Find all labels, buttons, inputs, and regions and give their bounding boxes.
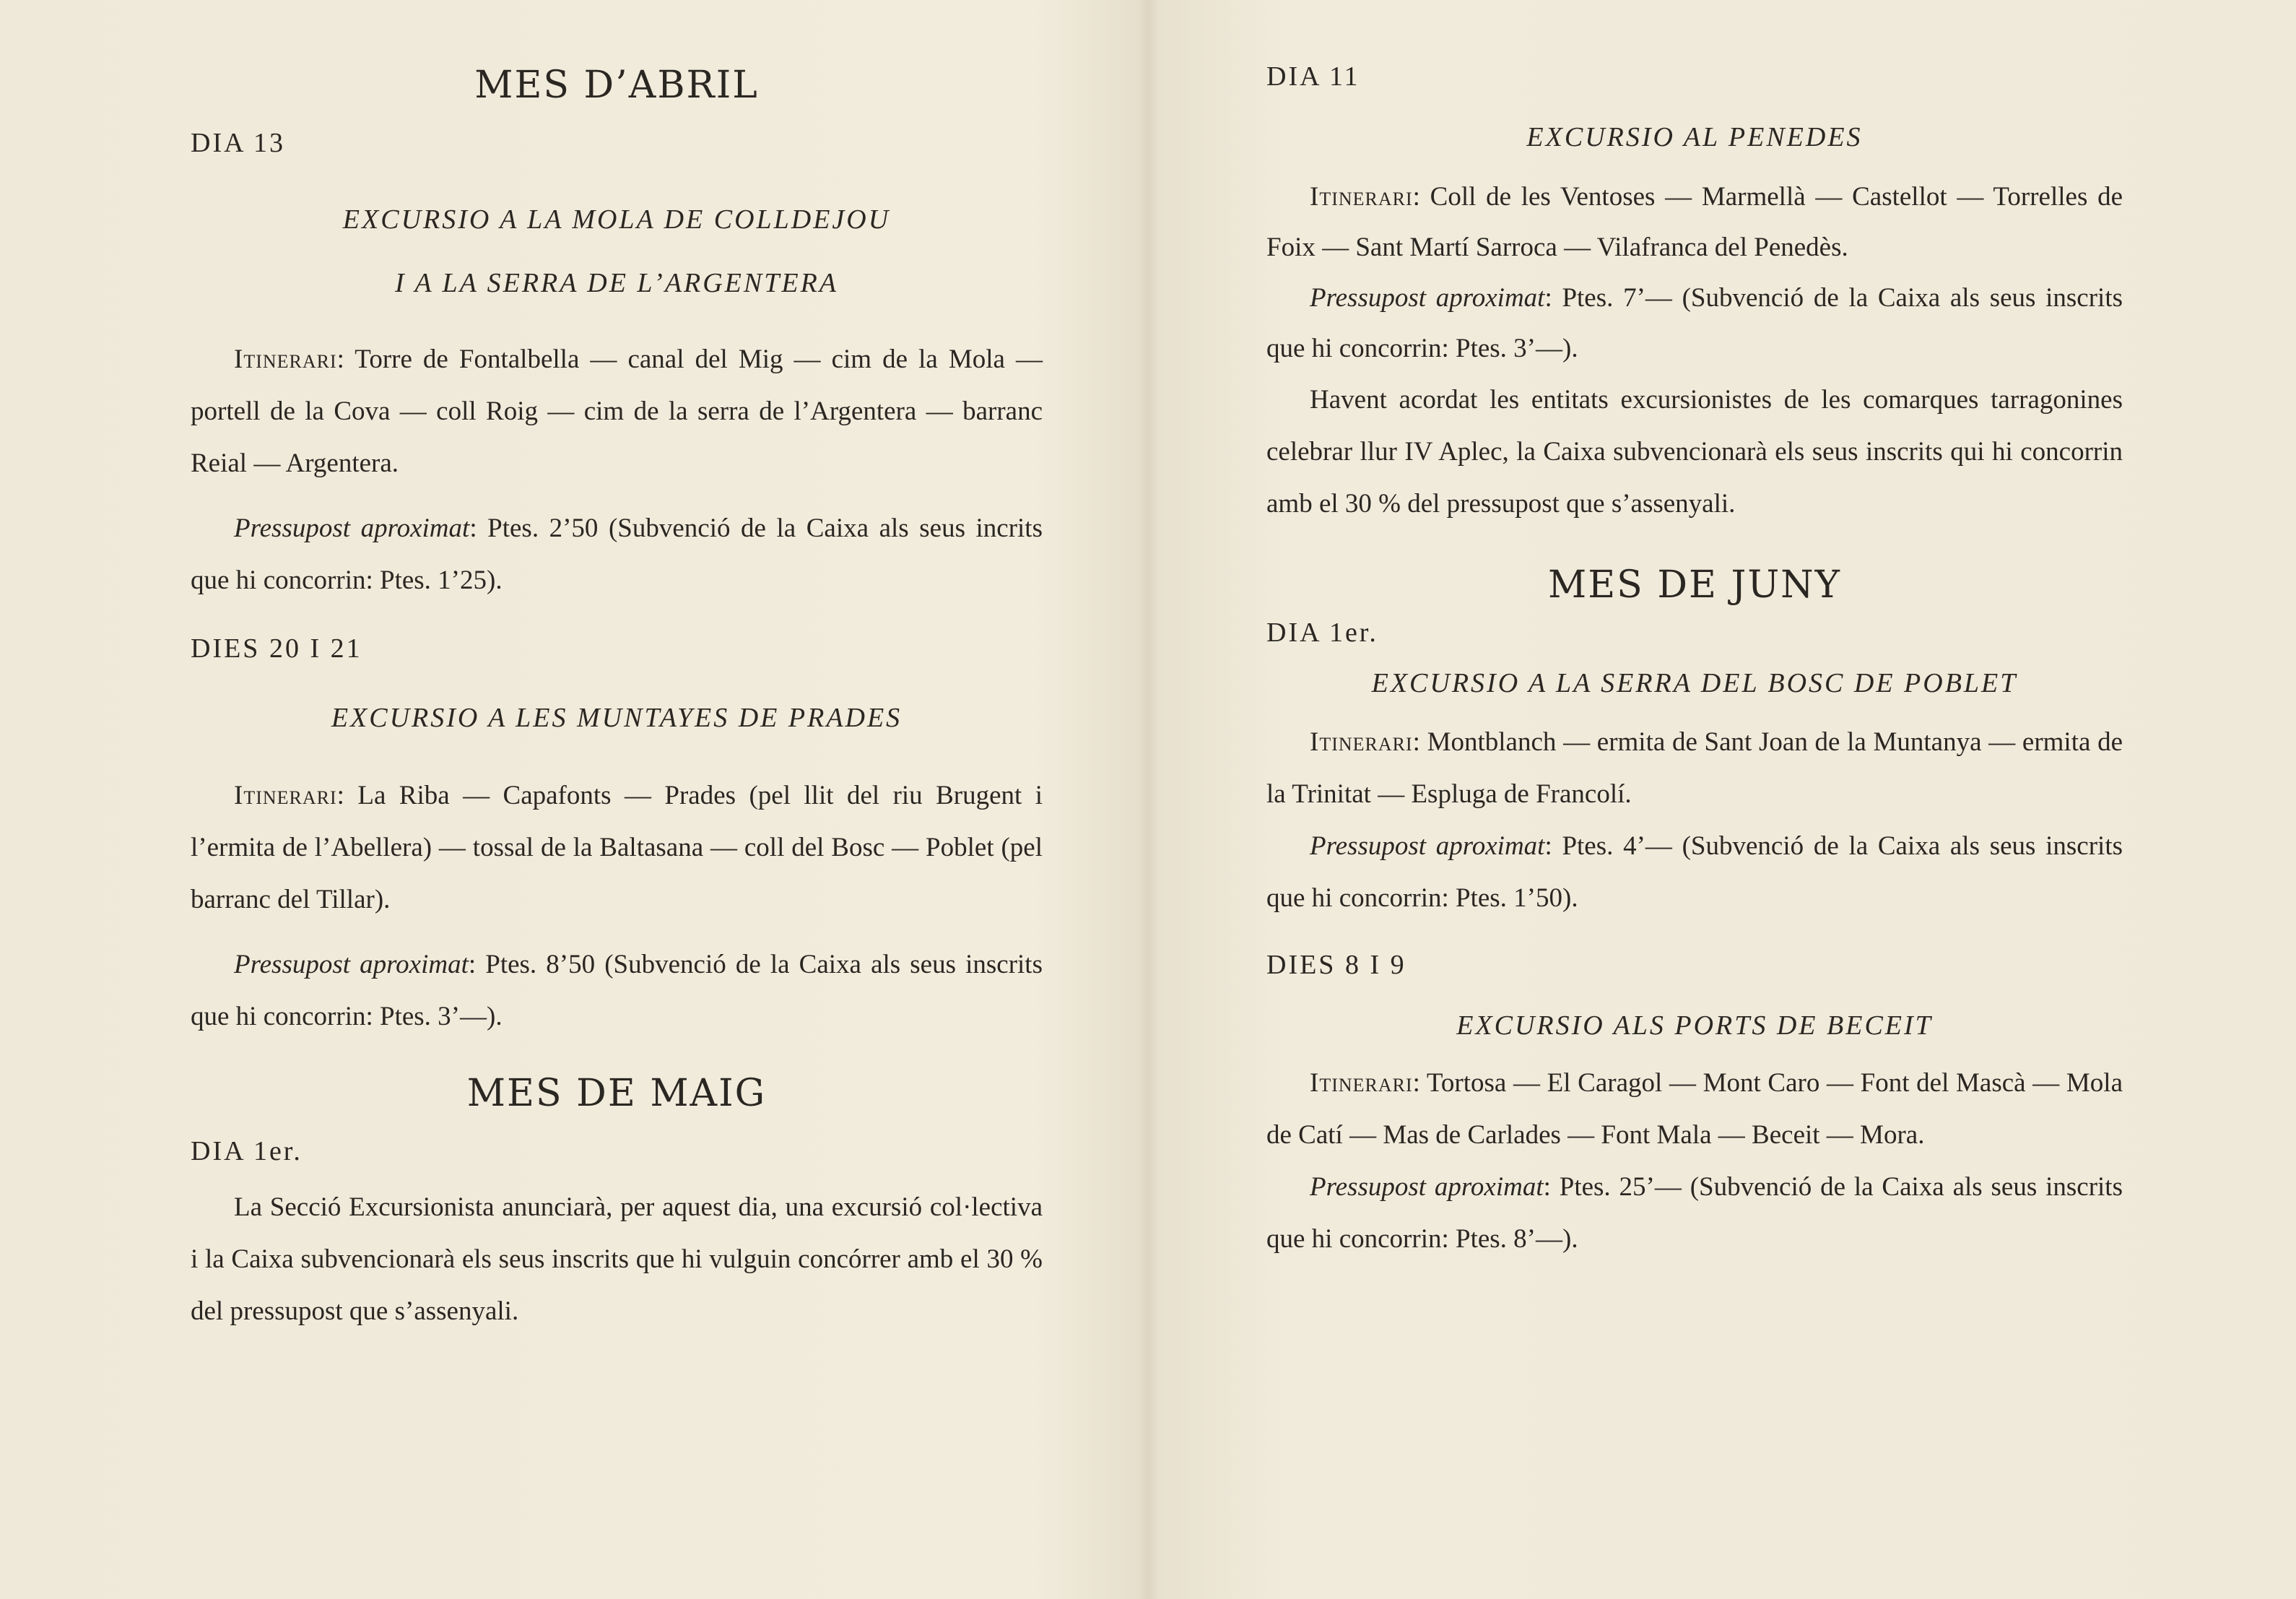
- itinerary-label: Itinerari: [1310, 727, 1413, 757]
- note-paragraph: Havent acordat les entitats excursionistes de les comarques tarragonines celebrar llur IV Aplec, la Caixa subvencionarà els seus inscrits qui hi concorrin amb el 30 % del pressupost que s’assenyali.: [1266, 385, 2123, 519]
- day-label: DIA 13: [191, 128, 285, 158]
- itinerary-text: : Torre de Fontalbella — canal del Mig — cim de la Mola — portell de la Cova — coll Roig — cim de la serra de l’Argentera — barranc Reial — Argentera.: [191, 344, 1043, 478]
- budget-text: : Ptes. 7’— (Subvenció de la Caixa als seus inscrits que hi concorrin: Ptes. 3’—).: [1266, 283, 2123, 363]
- excursion-title-line: EXCURSIO A LA MOLA DE COLLDEJOU: [342, 204, 891, 235]
- day-label: DIES 8 I 9: [1266, 950, 1406, 980]
- itinerary-paragraph: [1266, 1057, 2123, 1161]
- day-label: DIA 1er.: [1266, 618, 1378, 648]
- budget-label: Pressupost aproximat: [234, 514, 470, 543]
- budget-paragraph: [191, 503, 1043, 607]
- itinerary-text: : Montblanch — ermita de Sant Joan de la Muntanya — ermita de la Trinitat — Espluga de Francolí.: [1266, 727, 2123, 809]
- itinerary-paragraph: [1266, 716, 2123, 820]
- excursion-title: EXCURSIO A LA SERRA DEL BOSC DE POBLET: [1371, 668, 2018, 698]
- itinerary-paragraph: [1266, 172, 2123, 273]
- right-page: [1148, 0, 2296, 1599]
- budget-text: : Ptes. 8’50 (Subvenció de la Caixa als seus inscrits que hi concorrin: Ptes. 3’—).: [191, 950, 1043, 1031]
- day-label: DIA 11: [1266, 61, 1360, 92]
- budget-paragraph: [1266, 273, 2123, 374]
- itinerary-paragraph: [191, 770, 1043, 926]
- budget-text: : Ptes. 25’— (Subvenció de la Caixa als seus inscrits que hi concorrin: Ptes. 8’—).: [1266, 1172, 2123, 1254]
- budget-label: Pressupost aproximat: [234, 950, 469, 979]
- itinerary-label: Itinerari: [1310, 182, 1413, 212]
- itinerary-label: Itinerari: [234, 344, 337, 374]
- excursion-title: EXCURSIO AL PENEDES: [1526, 122, 1863, 152]
- budget-text: : Ptes. 4’— (Subvenció de la Caixa als seus inscrits que hi concorrin: Ptes. 1’50).: [1266, 831, 2123, 913]
- budget-label: Pressupost aproximat: [1310, 1172, 1544, 1202]
- budget-label: Pressupost aproximat: [1310, 283, 1545, 313]
- budget-paragraph: [1266, 1161, 2123, 1265]
- budget-paragraph: [191, 939, 1043, 1043]
- itinerary-paragraph: [191, 334, 1043, 490]
- itinerary-label: Itinerari: [234, 781, 337, 810]
- budget-paragraph: [1266, 820, 2123, 924]
- itinerary-text: : La Riba — Capafonts — Prades (pel llit del riu Brugent i l’ermita de l’Abellera) — tossal de la Baltasana — coll del Bosc — Poblet (pel barranc del Tillar).: [191, 781, 1043, 914]
- excursion-title-line: I A LA SERRA DE L’ARGENTERA: [394, 268, 839, 298]
- excursion-title: EXCURSIO A LES MUNTAYES DE PRADES: [331, 703, 903, 733]
- month-heading-june: MES DE JUNY: [1547, 563, 1842, 607]
- month-heading-april: MES D’ABRIL: [474, 64, 759, 107]
- day-label: DIA 1er.: [191, 1136, 303, 1166]
- itinerary-text: : Coll de les Ventoses — Marmellà — Castellot — Torrelles de Foix — Sant Martí Sarroca — Vilafranca del Penedès.: [1266, 182, 2123, 262]
- month-heading-may: MES DE MAIG: [466, 1072, 767, 1115]
- day-label: DIES 20 I 21: [191, 633, 362, 664]
- excursion-title: [191, 188, 1043, 315]
- budget-label: Pressupost aproximat: [1310, 831, 1545, 861]
- itinerary-label: Itinerari: [1310, 1068, 1413, 1098]
- budget-text: : Ptes. 2’50 (Subvenció de la Caixa als seus incrits que hi concorrin: Ptes. 1’25).: [191, 514, 1043, 595]
- itinerary-text: : Tortosa — El Caragol — Mont Caro — Font del Mascà — Mola de Catí — Mas de Carlades — Font Mala — Beceit — Mora.: [1266, 1068, 2123, 1150]
- excursion-title: EXCURSIO ALS PORTS DE BECEIT: [1456, 1010, 1933, 1041]
- announcement-paragraph: La Secció Excursionista anunciarà, per aquest dia, una excursió col·lectiva i la Caixa subvencionarà els seus inscrits que hi vulguin concórrer amb el 30 % del pressupost que s’assenyali.: [191, 1192, 1043, 1326]
